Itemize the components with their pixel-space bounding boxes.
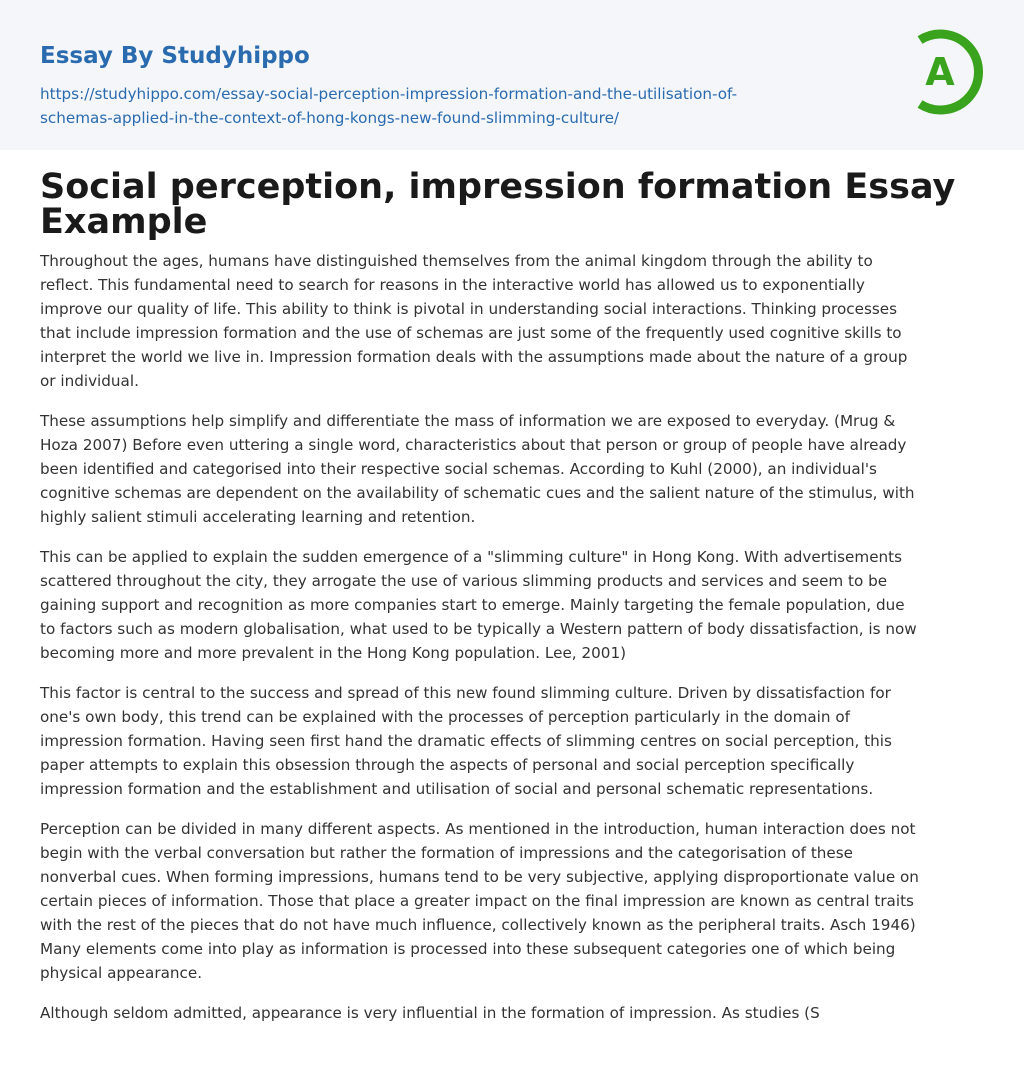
essay-body (40, 249, 984, 1041)
paragraph-line: This can be applied to explain the sudden emergence of a "slimming culture" in Hong Kong. With advertisements (40, 548, 903, 566)
source-url-line[interactable]: schemas-applied-in-the-context-of-hong-kongs-new-found-slimming-culture/ (40, 109, 620, 127)
paragraph-line: highly salient stimuli accelerating learning and retention. (40, 508, 476, 526)
site-header (0, 0, 1024, 150)
paragraph-line: gaining support and recognition as more companies start to emerge. Mainly targeting the female population, due (40, 596, 905, 614)
logo-ring-icon (904, 28, 988, 116)
paragraph-line: This factor is central to the success and spread of this new found slimming culture. Driven by dissatisfaction for (40, 684, 891, 702)
essay-paragraph (40, 681, 984, 801)
paragraph-line: Although seldom admitted, appearance is very influential in the formation of impression. As studies (S (40, 1004, 820, 1022)
paragraph-line: reflect. This fundamental need to search for reasons in the interactive world has allowed us to exponentially (40, 276, 865, 294)
paragraph-line: interpret the world we live in. Impression formation deals with the assumptions made about the nature of a group (40, 348, 908, 366)
paragraph-line: or individual. (40, 372, 139, 390)
paragraph-line: nonverbal cues. When forming impressions, humans tend to be very subjective, applying disproportionate value on (40, 868, 919, 886)
studyhippo-logo[interactable] (904, 28, 988, 116)
logo-letter: A (925, 50, 955, 94)
essay-paragraph (40, 409, 984, 529)
page-title (40, 167, 980, 242)
paragraph-line: Hoza 2007) Before even uttering a single word, characteristics about that person or group of people have already (40, 436, 907, 454)
paragraph-line: impression formation and the establishment and utilisation of social and personal schematic representations. (40, 780, 874, 798)
paragraph-line: physical appearance. (40, 964, 203, 982)
essay-paragraph (40, 249, 984, 393)
paragraph-line: scattered throughout the city, they arrogate the use of various slimming products and services and seem to be (40, 572, 888, 590)
essay-paragraph (40, 1001, 984, 1025)
paragraph-line: begin with the verbal conversation but rather the formation of impressions and the categorisation of these (40, 844, 854, 862)
paragraph-line: Many elements come into play as information is processed into these subsequent categories one of which being (40, 940, 896, 958)
paragraph-line: These assumptions help simplify and differentiate the mass of information we are exposed to everyday. (Mrug & (40, 412, 896, 430)
title-line: Example (40, 202, 208, 242)
paragraph-line: certain pieces of information. Those that place a greater impact on the final impression are known as central traits (40, 892, 914, 910)
site-brand[interactable]: Essay By Studyhippo (40, 43, 310, 69)
paragraph-line: one's own body, this trend can be explained with the processes of perception particularly in the domain of (40, 708, 850, 726)
paragraph-line: that include impression formation and the use of schemas are just some of the frequently used cognitive skills to (40, 324, 902, 342)
paragraph-line: with the rest of the pieces that do not have much influence, collectively known as the peripheral traits. Asch 1946) (40, 916, 916, 934)
paragraph-line: Throughout the ages, humans have distinguished themselves from the animal kingdom through the ability to (40, 252, 873, 270)
source-url-line[interactable]: https://studyhippo.com/essay-social-perception-impression-formation-and-the-utilisation-of- (40, 85, 738, 103)
paragraph-line: been identified and categorised into their respective social schemas. According to Kuhl (2000), an individual's (40, 460, 877, 478)
title-line: Social perception, impression formation Essay (40, 167, 956, 207)
paragraph-line: Perception can be divided in many different aspects. As mentioned in the introduction, human interaction does not (40, 820, 916, 838)
paragraph-line: improve our quality of life. This ability to think is pivotal in understanding social interactions. Thinking processes (40, 300, 898, 318)
paragraph-line: to factors such as modern globalisation, what used to be typically a Western pattern of body dissatisfaction, is now (40, 620, 917, 638)
source-url-link[interactable] (40, 82, 840, 130)
paragraph-line: becoming more and more prevalent in the Hong Kong population. Lee, 2001) (40, 644, 627, 662)
paragraph-line: impression formation. Having seen first hand the dramatic effects of slimming centres on social perception, this (40, 732, 892, 750)
paragraph-line: paper attempts to explain this obsession through the aspects of personal and social perception specifically (40, 756, 855, 774)
essay-paragraph (40, 817, 984, 985)
paragraph-line: cognitive schemas are dependent on the availability of schematic cues and the salient nature of the stimulus, with (40, 484, 915, 502)
essay-paragraph (40, 545, 984, 665)
